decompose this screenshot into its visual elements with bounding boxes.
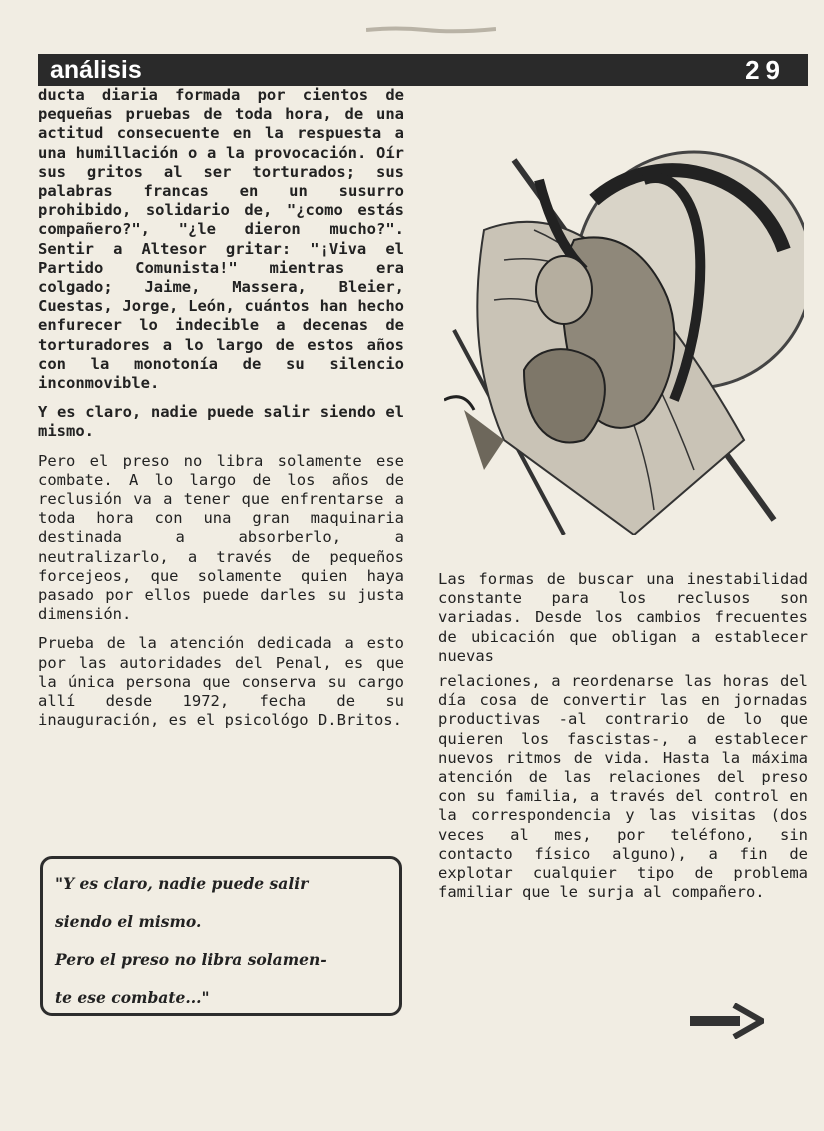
illustration-prisoner-with-flag — [444, 140, 804, 535]
paragraph: Prueba de la atención dedicada a esto por las autoridades del Penal, es que la única persona que conserva su cargo allí desde 1972, fecha de su inauguración, es el psicológo D.Britos. — [38, 634, 404, 730]
left-text-column — [38, 86, 404, 741]
continue-arrow-icon — [690, 1003, 764, 1039]
paragraph: ducta diaria formada por cientos de pequeñas pruebas de toda hora, de una actitud consecuente en la respuesta a una humillación o a la provocación. Oír sus gritos al ser torturados; sus palabras francas en un susurro prohibido, solidario de, "¿como estás compañero?", "¿le dieron mucho?". Sentir a Altesor gritar: "¡Viva el Partido Comunista!" mientras era colgado; Jaime, Massera, Bleier, Cuestas, Jorge, León, cuántos han hecho enfurecer lo indecible a decenas de torturadores a lo largo de estos años con la monotonía de su silencio inconmovible. — [38, 86, 404, 393]
page-number: 29 — [745, 55, 786, 85]
right-text-column — [438, 570, 808, 912]
paragraph: relaciones, a reordenarse las horas del día cosa de convertir las en jornadas productivas -al contrario de lo que quieren los fascistas-, a establecer nuevos ritmos de vida. Hasta la máxima atención de las relaciones del preso con su familia, a través del control en la correspondencia y las visitas (dos veces al mes, por teléfono, sin contacto físico alguno), a fin de explotar cualquier tipo de problema familiar que le surja al compañero. — [438, 672, 808, 902]
pull-quote-line: "Y es claro, nadie puede salir — [55, 874, 309, 893]
paragraph: Las formas de buscar una inestabilidad constante para los reclusos son variadas. Desde los cambios frecuentes de ubicación que obligan a establecer nuevas — [438, 570, 808, 665]
pull-quote-line: te ese combate..." — [55, 988, 210, 1007]
paragraph: Pero el preso no libra solamente ese combate. A lo largo de los años de reclusión va a tener que enfrentarse a toda hora con una gran maquinaria destinada a absorberlo, a neutralizarlo, a través de pequeños forcejeos, que solamente quien haya pasado por ellos puede darles su justa dimensión. — [38, 451, 404, 624]
section-header-bar — [38, 54, 808, 86]
paper-fold-mark — [366, 26, 496, 34]
paragraph: Y es claro, nadie puede salir siendo el mismo. — [38, 403, 404, 441]
section-title: análisis — [50, 56, 142, 84]
pull-quote-line: siendo el mismo. — [55, 912, 202, 931]
pull-quote-line: Pero el preso no libra solamen- — [55, 950, 327, 969]
pull-quote-box — [40, 856, 402, 1016]
